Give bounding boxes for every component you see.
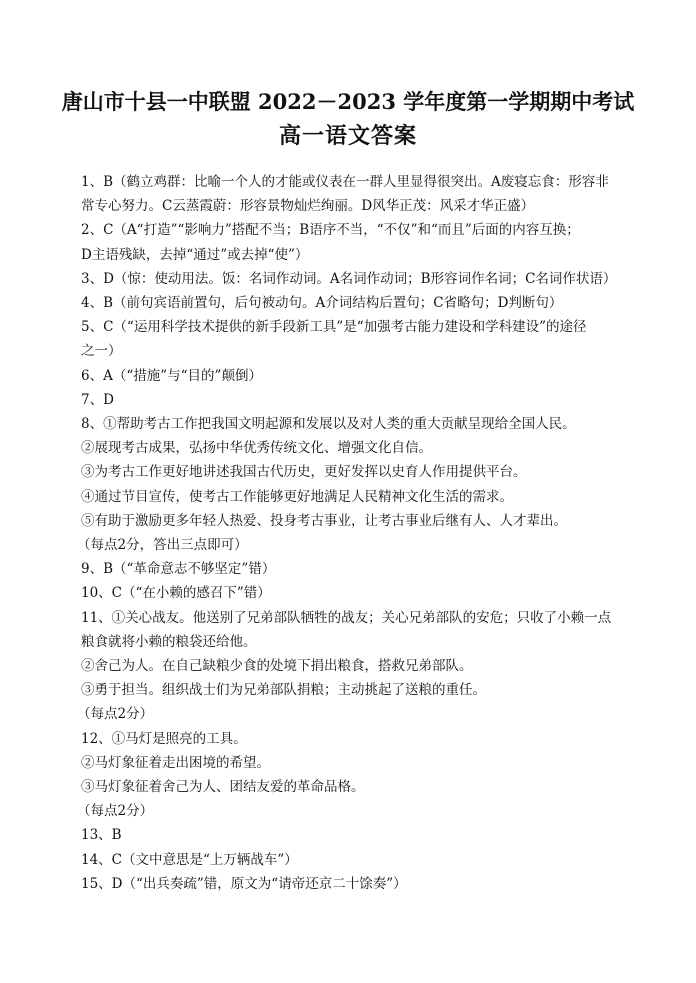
answer-line: 5、C（“运用科学技术提供的新手段新工具”是“加强考古能力建设和学科建设”的途径 bbox=[81, 319, 587, 336]
answer-line: 15、D（“出兵奏疏”错，原文为“请帝还京二十馀奏”） bbox=[81, 875, 407, 892]
answer-line: ③勇于担当。组织战士们为兄弟部队捐粮；主动挑起了送粮的重任。 bbox=[81, 682, 486, 699]
answer-line: 9、B（“革命意志不够坚定”错） bbox=[81, 561, 276, 578]
answer-line: 2、C（A“打造”“影响力”搭配不当；B语序不当，“不仅”和“而且”后面的内容互换； bbox=[81, 222, 580, 239]
answer-line: 3、D（惊：使动用法。饭：名词作动词。A名词作动词；B形容词作名词；C名词作状语） bbox=[81, 270, 617, 287]
answer-line: 粮食就将小赖的粮袋还给他。 bbox=[81, 633, 257, 650]
scoring-note: （每点2分） bbox=[77, 706, 154, 723]
answer-line: 4、B（前句宾语前置句，后句被动句。A介词结构后置句；C省略句；D判断句） bbox=[81, 295, 563, 312]
answer-line: ②展现考古成果，弘扬中华优秀传统文化、增强文化自信。 bbox=[81, 440, 432, 457]
answer-line: 之一） bbox=[81, 343, 122, 360]
answer-line: ②舍己为人。在自己缺粮少食的处境下捐出粮食，搭救兄弟部队。 bbox=[81, 658, 473, 675]
answer-body bbox=[77, 170, 621, 896]
answer-line: ③为考古工作更好地讲述我国古代历史，更好发挥以史育人作用提供平台。 bbox=[81, 464, 527, 481]
answer-line: 10、C（“在小赖的感召下”错） bbox=[81, 585, 271, 602]
answer-line: ②马灯象征着走出困境的希望。 bbox=[81, 754, 270, 771]
answer-line: ④通过节目宣传，使考古工作能够更好地满足人民精神文化生活的需求。 bbox=[81, 488, 513, 505]
answer-line: 12、①马灯是照亮的工具。 bbox=[81, 730, 247, 747]
answer-subtitle: 高一语文答案 bbox=[278, 123, 417, 149]
answer-line: 6、A（“措施”与“目的”颠倒） bbox=[81, 367, 262, 384]
answer-line: ③马灯象征着舍己为人、团结友爱的革命品格。 bbox=[81, 779, 365, 796]
answer-line: 14、C（文中意思是“上万辆战车”） bbox=[81, 851, 298, 868]
answer-line: 11、①关心战友。他送别了兄弟部队牺牲的战友；关心兄弟部队的安危；只收了小赖一点 bbox=[81, 609, 612, 626]
scoring-note: （每点2分） bbox=[77, 803, 154, 820]
answer-line: ⑤有助于激励更多年轻人热爱、投身考古事业，让考古事业后继有人、人才辈出。 bbox=[81, 512, 567, 529]
exam-title: 唐山市十县一中联盟 2022－2023 学年度第一学期期中考试 bbox=[61, 89, 635, 114]
answer-line: 8、①帮助考古工作把我国文明起源和发展以及对人类的重大贡献呈现给全国人民。 bbox=[81, 416, 576, 433]
answer-line: D主语残缺，去掉“通过”或去掉“使”） bbox=[81, 246, 309, 263]
scoring-note: （每点2分，答出三点即可） bbox=[77, 537, 248, 554]
answer-line: 13、B bbox=[81, 827, 122, 844]
answer-line: 常专心努力。C云蒸霞蔚：形容景物灿烂绚丽。D风华正茂：风采才华正盛） bbox=[81, 198, 535, 215]
answer-line: 7、D bbox=[81, 391, 114, 408]
answer-line: 1、B（鹤立鸡群：比喻一个人的才能或仪表在一群人里显得很突出。A废寝忘食：形容非 bbox=[81, 174, 609, 190]
